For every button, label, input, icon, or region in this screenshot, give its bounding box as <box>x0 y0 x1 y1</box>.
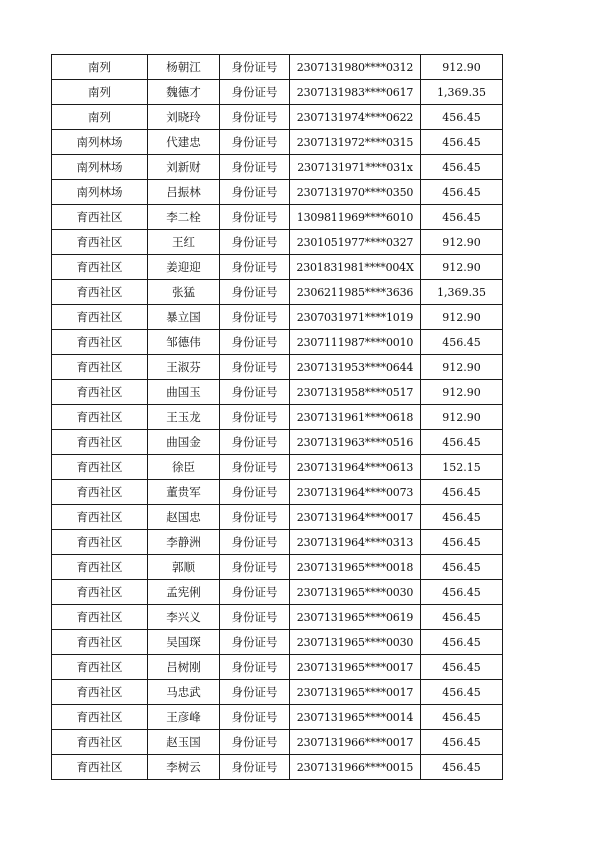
name-cell: 吴国琛 <box>148 630 220 655</box>
amount-cell: 912.90 <box>421 380 503 405</box>
amount-cell: 456.45 <box>421 180 503 205</box>
id-type-cell: 身份证号 <box>220 480 290 505</box>
id-number-cell: 2307131964****0073 <box>290 480 421 505</box>
area-cell: 育西社区 <box>52 480 148 505</box>
data-table <box>51 54 503 780</box>
area-cell: 育西社区 <box>52 305 148 330</box>
amount-cell: 456.45 <box>421 155 503 180</box>
id-number-cell: 2307131964****0313 <box>290 530 421 555</box>
area-cell: 育西社区 <box>52 530 148 555</box>
id-number-cell: 2307131958****0517 <box>290 380 421 405</box>
id-type-cell: 身份证号 <box>220 205 290 230</box>
table-row <box>52 455 503 480</box>
id-type-cell: 身份证号 <box>220 355 290 380</box>
area-cell: 育西社区 <box>52 280 148 305</box>
table-row <box>52 155 503 180</box>
name-cell: 李兴义 <box>148 605 220 630</box>
table-row <box>52 655 503 680</box>
name-cell: 王彦峰 <box>148 705 220 730</box>
table-row <box>52 380 503 405</box>
table-row <box>52 305 503 330</box>
id-number-cell: 2307131965****0030 <box>290 580 421 605</box>
amount-cell: 912.90 <box>421 305 503 330</box>
amount-cell: 456.45 <box>421 580 503 605</box>
amount-cell: 912.90 <box>421 355 503 380</box>
id-type-cell: 身份证号 <box>220 155 290 180</box>
id-type-cell: 身份证号 <box>220 280 290 305</box>
name-cell: 刘晓玲 <box>148 105 220 130</box>
id-type-cell: 身份证号 <box>220 405 290 430</box>
table-row <box>52 580 503 605</box>
id-number-cell: 2307131983****0617 <box>290 80 421 105</box>
table-row <box>52 505 503 530</box>
area-cell: 育西社区 <box>52 430 148 455</box>
amount-cell: 912.90 <box>421 405 503 430</box>
id-type-cell: 身份证号 <box>220 230 290 255</box>
id-type-cell: 身份证号 <box>220 55 290 80</box>
amount-cell: 456.45 <box>421 530 503 555</box>
area-cell: 育西社区 <box>52 555 148 580</box>
id-type-cell: 身份证号 <box>220 680 290 705</box>
id-type-cell: 身份证号 <box>220 655 290 680</box>
id-number-cell: 2307131963****0516 <box>290 430 421 455</box>
area-cell: 育西社区 <box>52 355 148 380</box>
amount-cell: 456.45 <box>421 480 503 505</box>
area-cell: 育西社区 <box>52 705 148 730</box>
area-cell: 育西社区 <box>52 605 148 630</box>
area-cell: 育西社区 <box>52 680 148 705</box>
name-cell: 李静洲 <box>148 530 220 555</box>
amount-cell: 912.90 <box>421 230 503 255</box>
area-cell: 南列 <box>52 105 148 130</box>
area-cell: 育西社区 <box>52 580 148 605</box>
id-number-cell: 2307131965****0619 <box>290 605 421 630</box>
id-number-cell: 2307131966****0015 <box>290 755 421 780</box>
document-page <box>51 54 502 780</box>
id-number-cell: 2307131965****0017 <box>290 680 421 705</box>
area-cell: 育西社区 <box>52 755 148 780</box>
area-cell: 南列林场 <box>52 155 148 180</box>
area-cell: 育西社区 <box>52 505 148 530</box>
area-cell: 南列 <box>52 80 148 105</box>
table-row <box>52 555 503 580</box>
table-row <box>52 130 503 155</box>
id-number-cell: 2307031971****1019 <box>290 305 421 330</box>
name-cell: 邹德伟 <box>148 330 220 355</box>
area-cell: 育西社区 <box>52 205 148 230</box>
id-number-cell: 2307131971****031x <box>290 155 421 180</box>
name-cell: 郭顺 <box>148 555 220 580</box>
id-number-cell: 2307131974****0622 <box>290 105 421 130</box>
id-type-cell: 身份证号 <box>220 555 290 580</box>
id-number-cell: 2307131965****0017 <box>290 655 421 680</box>
area-cell: 南列 <box>52 55 148 80</box>
table-row <box>52 755 503 780</box>
name-cell: 曲国玉 <box>148 380 220 405</box>
id-number-cell: 2307131953****0644 <box>290 355 421 380</box>
table-row <box>52 530 503 555</box>
amount-cell: 456.45 <box>421 330 503 355</box>
table-row <box>52 230 503 255</box>
table-row <box>52 680 503 705</box>
name-cell: 王红 <box>148 230 220 255</box>
name-cell: 刘新财 <box>148 155 220 180</box>
id-number-cell: 2307131964****0613 <box>290 455 421 480</box>
table-row <box>52 730 503 755</box>
id-type-cell: 身份证号 <box>220 455 290 480</box>
id-type-cell: 身份证号 <box>220 755 290 780</box>
area-cell: 育西社区 <box>52 230 148 255</box>
id-number-cell: 1309811969****6010 <box>290 205 421 230</box>
id-number-cell: 2307131965****0018 <box>290 555 421 580</box>
name-cell: 曲国金 <box>148 430 220 455</box>
id-type-cell: 身份证号 <box>220 380 290 405</box>
id-type-cell: 身份证号 <box>220 530 290 555</box>
table-row <box>52 80 503 105</box>
name-cell: 李树云 <box>148 755 220 780</box>
table-row <box>52 105 503 130</box>
name-cell: 吕振林 <box>148 180 220 205</box>
table-row <box>52 405 503 430</box>
name-cell: 杨朝江 <box>148 55 220 80</box>
amount-cell: 456.45 <box>421 705 503 730</box>
id-number-cell: 2307131972****0315 <box>290 130 421 155</box>
amount-cell: 456.45 <box>421 730 503 755</box>
name-cell: 马忠武 <box>148 680 220 705</box>
name-cell: 张猛 <box>148 280 220 305</box>
name-cell: 代建忠 <box>148 130 220 155</box>
id-type-cell: 身份证号 <box>220 105 290 130</box>
id-type-cell: 身份证号 <box>220 305 290 330</box>
id-type-cell: 身份证号 <box>220 180 290 205</box>
area-cell: 育西社区 <box>52 405 148 430</box>
area-cell: 育西社区 <box>52 380 148 405</box>
area-cell: 育西社区 <box>52 655 148 680</box>
id-type-cell: 身份证号 <box>220 130 290 155</box>
id-number-cell: 2307131961****0618 <box>290 405 421 430</box>
id-number-cell: 2307131964****0017 <box>290 505 421 530</box>
id-type-cell: 身份证号 <box>220 255 290 280</box>
table-row <box>52 180 503 205</box>
id-number-cell: 2307131965****0030 <box>290 630 421 655</box>
name-cell: 姜迎迎 <box>148 255 220 280</box>
id-type-cell: 身份证号 <box>220 80 290 105</box>
table-row <box>52 605 503 630</box>
table-row <box>52 330 503 355</box>
id-type-cell: 身份证号 <box>220 505 290 530</box>
amount-cell: 456.45 <box>421 555 503 580</box>
name-cell: 董贵军 <box>148 480 220 505</box>
amount-cell: 1,369.35 <box>421 80 503 105</box>
id-type-cell: 身份证号 <box>220 330 290 355</box>
name-cell: 李二栓 <box>148 205 220 230</box>
amount-cell: 1,369.35 <box>421 280 503 305</box>
table-row <box>52 630 503 655</box>
table-row <box>52 430 503 455</box>
id-type-cell: 身份证号 <box>220 730 290 755</box>
id-number-cell: 2307131966****0017 <box>290 730 421 755</box>
name-cell: 王淑芬 <box>148 355 220 380</box>
area-cell: 育西社区 <box>52 730 148 755</box>
amount-cell: 912.90 <box>421 55 503 80</box>
area-cell: 育西社区 <box>52 455 148 480</box>
amount-cell: 456.45 <box>421 755 503 780</box>
name-cell: 王玉龙 <box>148 405 220 430</box>
table-body <box>52 55 503 780</box>
table-row <box>52 280 503 305</box>
amount-cell: 456.45 <box>421 430 503 455</box>
amount-cell: 456.45 <box>421 505 503 530</box>
area-cell: 育西社区 <box>52 630 148 655</box>
amount-cell: 456.45 <box>421 105 503 130</box>
amount-cell: 456.45 <box>421 130 503 155</box>
table-row <box>52 705 503 730</box>
table-row <box>52 55 503 80</box>
area-cell: 育西社区 <box>52 255 148 280</box>
id-number-cell: 2301831981****004X <box>290 255 421 280</box>
table-row <box>52 205 503 230</box>
id-type-cell: 身份证号 <box>220 705 290 730</box>
amount-cell: 456.45 <box>421 630 503 655</box>
id-number-cell: 2307131965****0014 <box>290 705 421 730</box>
id-number-cell: 2307111987****0010 <box>290 330 421 355</box>
id-type-cell: 身份证号 <box>220 430 290 455</box>
name-cell: 魏德才 <box>148 80 220 105</box>
id-number-cell: 2307131970****0350 <box>290 180 421 205</box>
name-cell: 吕树刚 <box>148 655 220 680</box>
table-row <box>52 255 503 280</box>
name-cell: 徐臣 <box>148 455 220 480</box>
id-type-cell: 身份证号 <box>220 605 290 630</box>
amount-cell: 456.45 <box>421 655 503 680</box>
id-type-cell: 身份证号 <box>220 630 290 655</box>
table-row <box>52 355 503 380</box>
amount-cell: 912.90 <box>421 255 503 280</box>
area-cell: 南列林场 <box>52 130 148 155</box>
id-number-cell: 2306211985****3636 <box>290 280 421 305</box>
table-row <box>52 480 503 505</box>
name-cell: 暴立国 <box>148 305 220 330</box>
area-cell: 南列林场 <box>52 180 148 205</box>
name-cell: 赵玉国 <box>148 730 220 755</box>
area-cell: 育西社区 <box>52 330 148 355</box>
amount-cell: 456.45 <box>421 605 503 630</box>
id-number-cell: 2307131980****0312 <box>290 55 421 80</box>
name-cell: 孟宪俐 <box>148 580 220 605</box>
id-number-cell: 2301051977****0327 <box>290 230 421 255</box>
amount-cell: 456.45 <box>421 680 503 705</box>
id-type-cell: 身份证号 <box>220 580 290 605</box>
name-cell: 赵国忠 <box>148 505 220 530</box>
amount-cell: 456.45 <box>421 205 503 230</box>
amount-cell: 152.15 <box>421 455 503 480</box>
